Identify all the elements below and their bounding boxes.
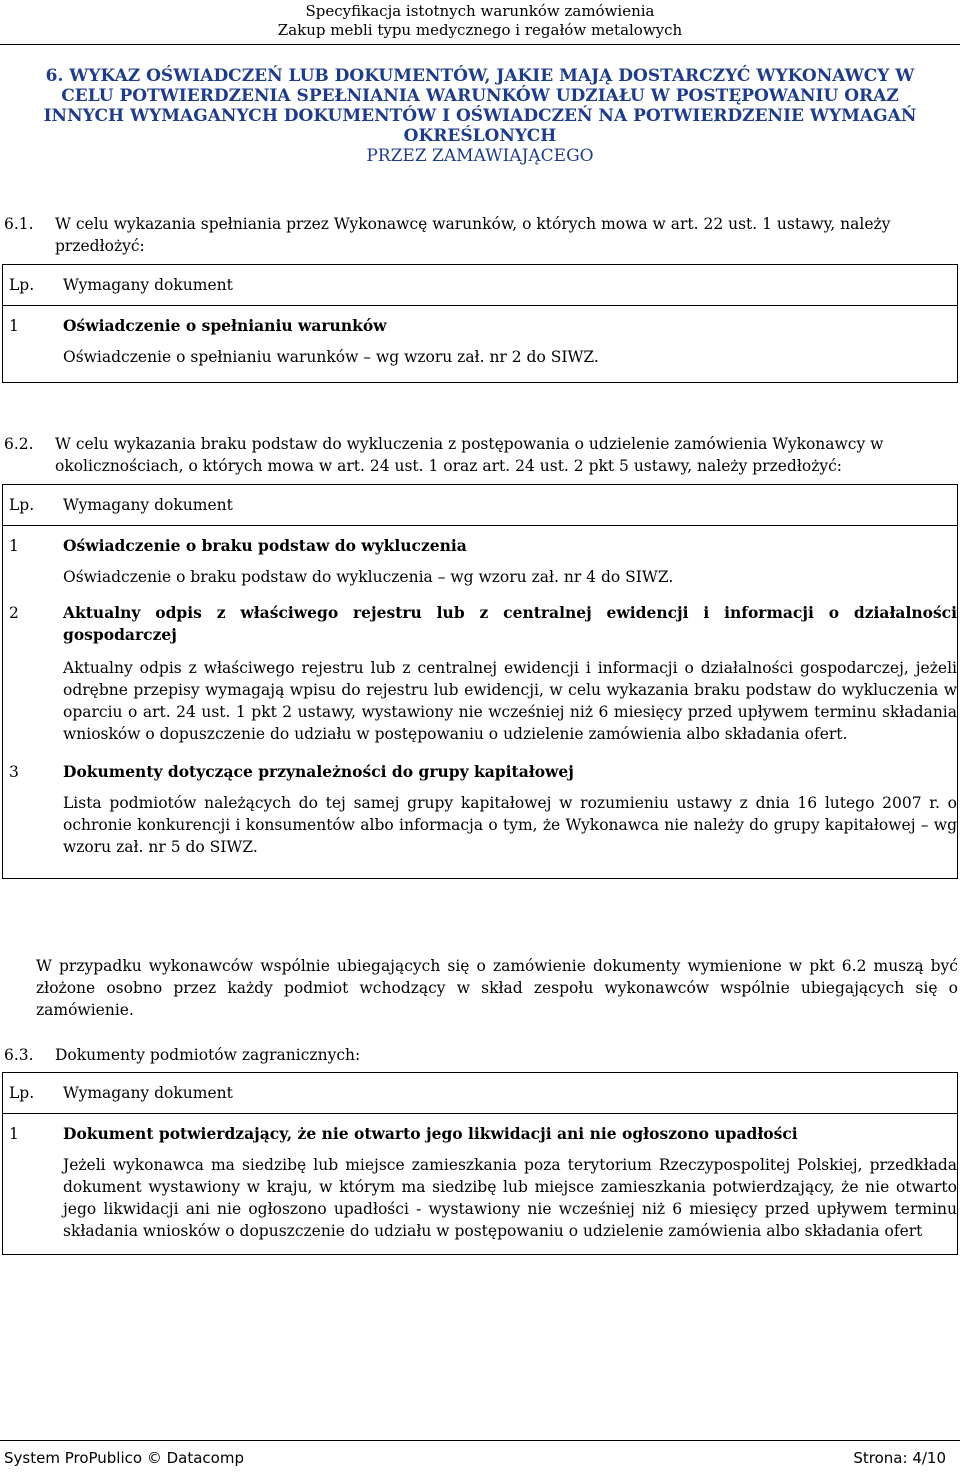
column-header-document: Wymagany dokument <box>57 485 958 526</box>
row-content <box>57 757 958 879</box>
row-description: Aktualny odpis z właściwego rejestru lub z centralnej ewidencji i informacji o działalności gospodarczej, jeżeli odrębne przepisy wymagają wpisu do rejestru lub ewidencji, w celu wykazania braku podstaw do wykluczenia w oparciu o art. 24 ust. 1 pkt 2 ustawy, wystawiony nie wcześniej niż 6 miesięcy przed upływem terminu składania wniosków o dopuszczenie do udziału w postępowaniu o udzielenie zamówienia albo składania ofert. <box>63 659 957 743</box>
section-title <box>30 66 930 166</box>
row-title: Oświadczenie o braku podstaw do wykluczenia <box>63 536 467 555</box>
row-title: Aktualny odpis z właściwego rejestru lub z centralnej ewidencji i informacji o działalności gospodarczej <box>63 603 957 644</box>
footer-system-name: System ProPublico © Datacomp <box>4 1449 244 1467</box>
row-number: 2 <box>9 604 19 622</box>
row-content <box>57 598 958 757</box>
row-title: Dokumenty dotyczące przynależności do grupy kapitałowej <box>63 762 574 781</box>
footer-page-number: Strona: 4/10 <box>853 1449 946 1467</box>
subsection-text: Dokumenty podmiotów zagranicznych: <box>55 1046 361 1064</box>
row-number: 1 <box>9 1125 19 1143</box>
column-header-lp: Lp. <box>3 1073 58 1114</box>
section-title-tail: PRZEZ ZAMAWIAJĄCEGO <box>366 146 594 166</box>
table-header-row <box>3 1073 958 1114</box>
table-row <box>3 598 958 757</box>
row-title: Oświadczenie o spełnianiu warunków <box>63 316 387 335</box>
row-description: Oświadczenie o braku podstaw do wykluczenia – wg wzoru zał. nr 4 do SIWZ. <box>63 568 674 586</box>
table-row <box>3 306 958 383</box>
footer-divider <box>0 1440 960 1441</box>
row-content <box>57 526 958 599</box>
row-description: Lista podmiotów należących do tej samej grupy kapitałowej w rozumieniu ustawy z dnia 16 lutego 2007 r. o ochronie konkurencji i konsumentów albo informacja o tym, że Wykonawca nie należy do grupy kapitałowej – wg wzoru zał. nr 5 do SIWZ. <box>63 794 957 856</box>
subsection-text: W celu wykazania spełniania przez Wykonawcę warunków, o których mowa w art. 22 ust. 1 ustawy, należy przedłożyć: <box>55 215 891 255</box>
section-title-main: 6. WYKAZ OŚWIADCZEŃ LUB DOKUMENTÓW, JAKIE MAJĄ DOSTARCZYĆ WYKONAWCY W CELU POTWIERDZENIA SPEŁNIANIA WARUNKÓW UDZIAŁU W POSTĘPOWANIU ORAZ INNYCH WYMAGANYCH DOKUMENTÓW I OŚWIADCZEŃ NA POTWIERDZENIE WYMAGAŃ OKREŚLONYCH <box>43 66 917 146</box>
subsection-text: W celu wykazania braku podstaw do wykluczenia z postępowania o udzielenie zamówienia Wykonawcy w okolicznościach, o których mowa w art. 24 ust. 1 oraz art. 24 ust. 2 pkt 5 ustawy, należy przedłożyć: <box>55 435 884 475</box>
documents-table-6-2 <box>2 484 958 879</box>
header-subject: Zakup mebli typu medycznego i regałów metalowych <box>277 21 683 39</box>
column-header-lp: Lp. <box>3 265 58 306</box>
row-number: 1 <box>9 537 19 555</box>
subsection-number: 6.3. <box>4 1046 34 1064</box>
row-number: 3 <box>9 763 19 781</box>
table-row <box>3 526 958 599</box>
table-row <box>3 757 958 879</box>
table-header-row <box>3 485 958 526</box>
table-row <box>3 1114 958 1255</box>
header-spec-title: Specyfikacja istotnych warunków zamówienia <box>305 2 655 20</box>
documents-table-6-3 <box>2 1072 958 1255</box>
joint-bidders-note: W przypadku wykonawców wspólnie ubiegających się o zamówienie dokumenty wymienione w pkt 6.2 muszą być złożone osobno przez każdy podmiot wchodzący w skład zespołu wykonawców wspólnie ubiegających się o zamówienie. <box>36 957 958 1019</box>
row-title: Dokument potwierdzający, że nie otwarto jego likwidacji ani nie ogłoszono upadłości <box>63 1124 798 1143</box>
row-description: Oświadczenie o spełnianiu warunków – wg wzoru zał. nr 2 do SIWZ. <box>63 348 599 366</box>
row-number: 1 <box>9 317 19 335</box>
column-header-document: Wymagany dokument <box>57 265 958 306</box>
documents-table-6-1 <box>2 264 958 383</box>
row-content <box>57 306 958 383</box>
subsection-number: 6.1. <box>4 215 34 233</box>
table-header-row <box>3 265 958 306</box>
header-divider <box>0 44 960 45</box>
column-header-document: Wymagany dokument <box>57 1073 958 1114</box>
page-header <box>0 2 960 40</box>
row-content <box>57 1114 958 1255</box>
row-description: Jeżeli wykonawca ma siedzibę lub miejsce zamieszkania poza terytorium Rzeczypospolitej Polskiej, przedkłada dokument wystawiony w kraju, w którym ma siedzibę lub miejsce zamieszkania potwierdzający, że nie otwarto jego likwidacji ani nie ogłoszono upadłości - wystawiony nie wcześniej niż 6 miesięcy przed upływem terminu składania wniosków o dopuszczenie do udziału w postępowaniu o udzielenie zamówienia albo składania ofert <box>63 1156 957 1240</box>
column-header-lp: Lp. <box>3 485 58 526</box>
subsection-number: 6.2. <box>4 435 34 453</box>
